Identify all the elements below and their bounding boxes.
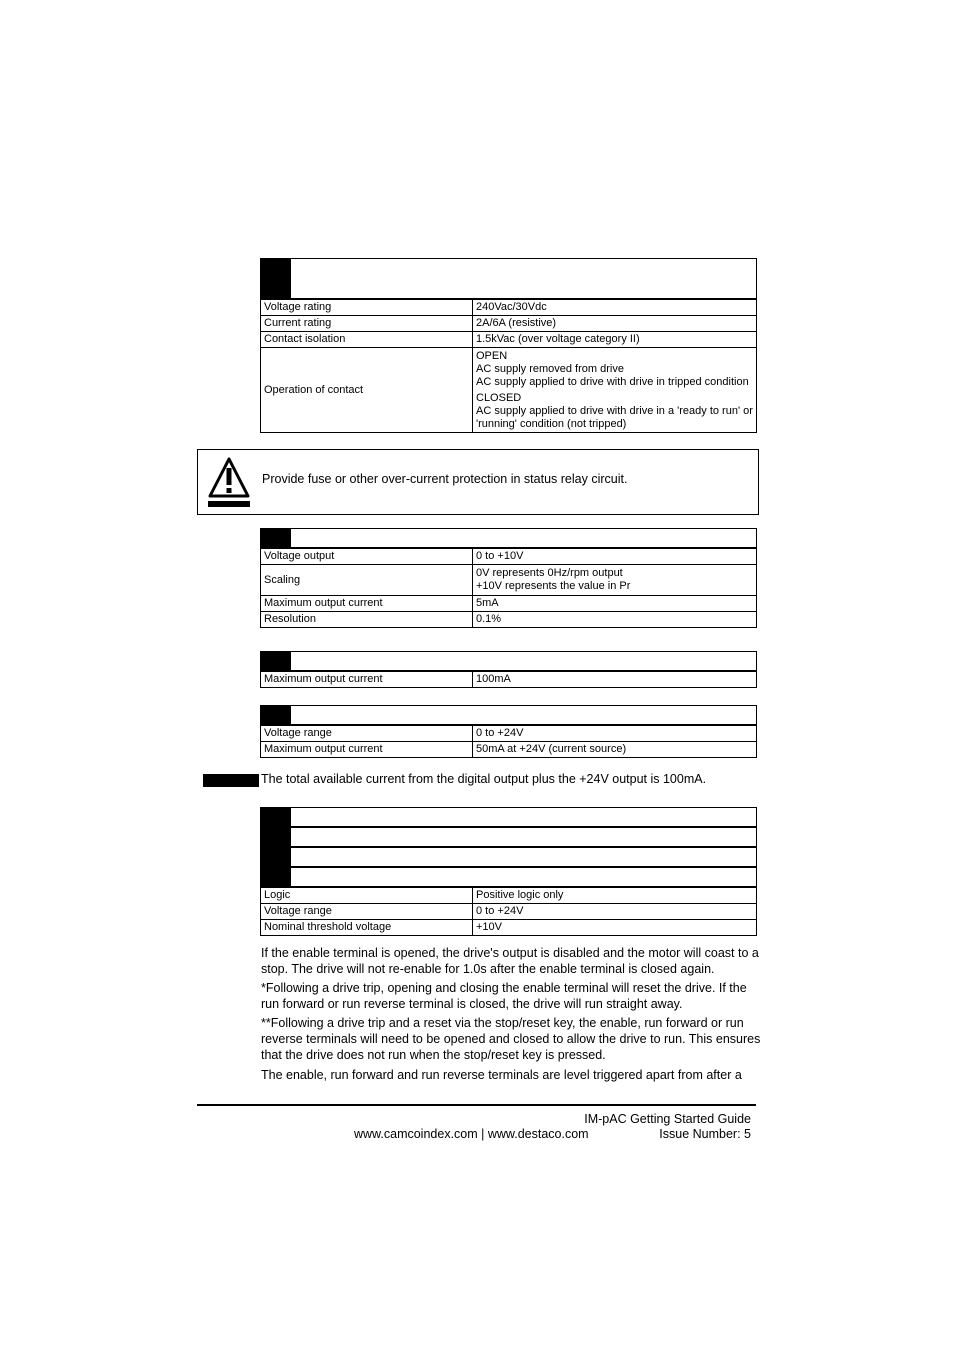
- table-cell-label: Resolution: [261, 612, 473, 628]
- header-block: [261, 808, 291, 886]
- table-row: [261, 612, 757, 628]
- status-relay-header: [260, 258, 757, 300]
- analog-output-table: [260, 548, 757, 628]
- table-cell-value: 0 to +24V: [473, 904, 757, 920]
- analog-output-header: [260, 528, 757, 549]
- table-row: [261, 332, 757, 348]
- table-cell-label: Maximum output current: [261, 742, 473, 758]
- table-cell-value: 0 to +10V: [473, 549, 757, 565]
- table-cell-value: 0.1%: [473, 612, 757, 628]
- table-row: [261, 549, 757, 565]
- header-row-divider: [291, 866, 756, 868]
- header-block: [261, 259, 291, 298]
- paragraph: *Following a drive trip, opening and closing the enable terminal will reset the drive. If the run forward or run reverse terminal is closed, the drive will run straight away.: [261, 981, 747, 1011]
- footer-website[interactable]: www.camcoindex.com | www.destaco.com: [354, 1127, 589, 1141]
- header-block: [261, 706, 291, 724]
- table-row: [261, 888, 757, 904]
- scaling-line: 0V represents 0Hz/rpm output: [476, 567, 623, 579]
- footer-divider: [197, 1104, 756, 1106]
- table-cell-label: Maximum output current: [261, 672, 473, 688]
- table-cell-label: Logic: [261, 888, 473, 904]
- paragraph: If the enable terminal is opened, the drive's output is disabled and the motor will coast to a stop. The drive will not re-enable for 1.0s after the enable terminal is closed again.: [261, 946, 759, 976]
- table-cell-value: 240Vac/30Vdc: [473, 300, 757, 316]
- note-marker: [203, 774, 259, 787]
- op-line: OPEN: [476, 349, 508, 362]
- table-cell-label: Voltage range: [261, 904, 473, 920]
- table-cell-label: Current rating: [261, 316, 473, 332]
- table-cell-value: 2A/6A (resistive): [473, 316, 757, 332]
- op-line: AC supply removed from drive: [476, 362, 624, 375]
- table-row: [261, 300, 757, 316]
- note-text: The total available current from the digital output plus the +24V output is 100mA.: [261, 772, 707, 786]
- header-row-divider: [291, 826, 756, 828]
- table-cell-label: Contact isolation: [261, 332, 473, 348]
- table-cell-value: 0 to +24V: [473, 726, 757, 742]
- digital-inputs-table: [260, 887, 757, 936]
- table-row: [261, 316, 757, 332]
- footer-guide-title: IM-pAC Getting Started Guide: [584, 1112, 751, 1126]
- paragraph: The enable, run forward and run reverse terminals are level triggered apart from after a: [261, 1068, 742, 1082]
- table-cell-value: [473, 565, 757, 596]
- warning-triangle-icon: [208, 456, 250, 508]
- op-line: AC supply applied to drive with drive in tripped condition: [476, 375, 749, 388]
- supply-10v-header: [260, 651, 757, 672]
- header-row-divider: [291, 846, 756, 848]
- op-line: CLOSED: [476, 391, 522, 404]
- op-line: AC supply applied to drive with drive in a 'ready to run' or: [476, 404, 753, 417]
- op-line: 'running' condition (not tripped): [476, 417, 627, 430]
- table-row: [261, 596, 757, 612]
- table-cell-value: 5mA: [473, 596, 757, 612]
- table-row: [261, 742, 757, 758]
- supply-24v-header: [260, 705, 757, 726]
- table-cell-label: Nominal threshold voltage: [261, 920, 473, 936]
- table-row: [261, 904, 757, 920]
- status-relay-table: [260, 299, 757, 433]
- table-cell-label: Scaling: [261, 565, 473, 596]
- table-row: [261, 672, 757, 688]
- digital-inputs-header: [260, 807, 757, 888]
- table-cell-value: 1.5kVac (over voltage category II): [473, 332, 757, 348]
- table-cell-value: [473, 348, 757, 433]
- table-cell-label: Maximum output current: [261, 596, 473, 612]
- table-cell-label: Voltage output: [261, 549, 473, 565]
- table-cell-label: Operation of contact: [261, 348, 473, 433]
- supply-10v-table: [260, 671, 757, 688]
- table-cell-value: Positive logic only: [473, 888, 757, 904]
- warning-text: Provide fuse or other over-current protection in status relay circuit.: [262, 472, 628, 486]
- table-row: [261, 348, 757, 433]
- table-cell-value: 100mA: [473, 672, 757, 688]
- header-block: [261, 529, 291, 547]
- footer-issue-number: Issue Number: 5: [659, 1127, 751, 1141]
- table-row: [261, 726, 757, 742]
- paragraph: **Following a drive trip and a reset via the stop/reset key, the enable, run forward or run reverse terminals will need to be opened and closed to allow the drive to run. This ensures that the drive does not run when the stop/reset key is pressed.: [261, 1016, 761, 1062]
- header-block: [261, 652, 291, 670]
- supply-24v-table: [260, 725, 757, 758]
- table-cell-label: Voltage range: [261, 726, 473, 742]
- table-cell-label: Voltage rating: [261, 300, 473, 316]
- table-cell-value: +10V: [473, 920, 757, 936]
- scaling-line: +10V represents the value in Pr: [476, 580, 631, 592]
- warning-box: [197, 449, 759, 515]
- table-cell-value: 50mA at +24V (current source): [473, 742, 757, 758]
- table-row: [261, 920, 757, 936]
- table-row: [261, 565, 757, 596]
